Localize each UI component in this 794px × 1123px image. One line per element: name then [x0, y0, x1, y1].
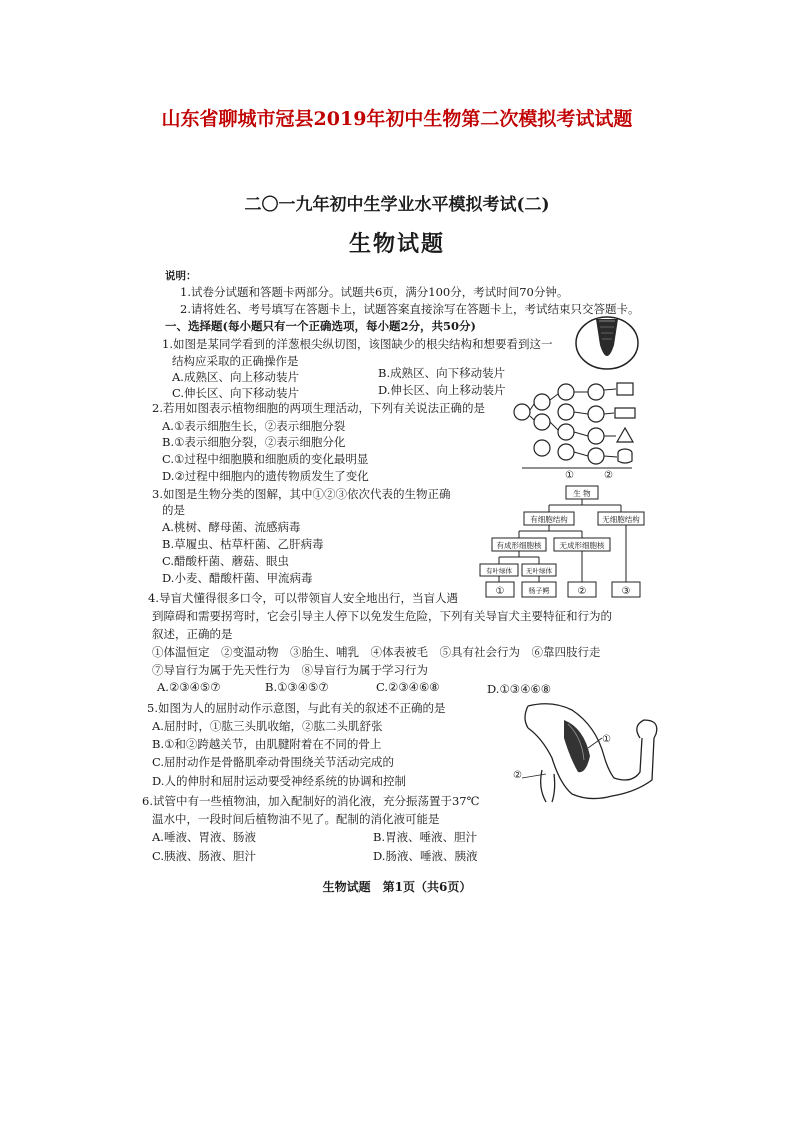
q4-statements-1: ①体温恒定 ②变温动物 ③胎生、哺乳 ④体表被毛 ⑤具有社会行为 ⑥靠四肢行走	[152, 645, 601, 659]
tree-label-cellular: 有细胞结构	[530, 515, 568, 524]
note-1: 1.试卷分试题和答题卡两部分。试题共6页，满分100分，考试时间70分钟。	[180, 285, 569, 299]
classification-tree	[478, 484, 646, 602]
q6-stem-2: 温水中，一段时间后植物油不见了。配制的消化液可能是	[152, 812, 440, 826]
subject-title: 生物试题	[348, 231, 445, 257]
q6-option-c: C.胰液、肠液、胆汁	[152, 849, 257, 863]
q2-option-b: B.①表示细胞分裂，②表示细胞分化	[162, 435, 346, 449]
tree-label-nucleus: 有成形细胞核	[496, 541, 542, 550]
exam-title: 二〇一九年初中生学业水平模拟考试(二)	[244, 195, 550, 215]
q6-stem-1: 6.试管中有一些植物油，加入配制好的消化液，充分振荡置于37℃	[142, 794, 480, 808]
q5-option-a: A.屈肘时，①肱三头肌收缩，②肱二头肌舒张	[152, 719, 383, 733]
q2-option-c: C.①过程中细胞膜和细胞质的变化最明显	[162, 452, 369, 466]
q1-option-a: A.成熟区、向上移动装片	[172, 370, 299, 384]
note-2: 2.请将姓名、考号填写在答题卡上，试题答案直接涂写在答题卡上，考试结束只交答题卡。	[180, 302, 640, 316]
tree-label-2: ②	[577, 586, 587, 597]
q3-option-b: B.草履虫、枯草杆菌、乙肝病毒	[162, 537, 324, 551]
q6-option-b: B.胃液、唾液、胆汁	[373, 830, 478, 844]
q4-option-d: D.①③④⑥⑧	[487, 682, 552, 696]
elbow-flexion-figure	[512, 698, 662, 806]
q4-option-b: B.①③④⑤⑦	[265, 680, 329, 694]
tree-label-no-chloro: 无叶绿体	[526, 567, 552, 575]
section-heading: 一、选择题(每小题只有一个正确选项，每小题2分，共50分)	[165, 319, 476, 333]
q4-option-a: A.②③④⑤⑦	[157, 680, 221, 694]
tree-label-acellular: 无细胞结构	[602, 515, 640, 524]
q6-option-d: D.肠液、唾液、胰液	[373, 849, 478, 863]
tree-label-chloro: 有叶绿体	[486, 567, 512, 575]
tree-label-no-nucleus: 无成形细胞核	[559, 541, 605, 550]
q4-statements-2: ⑦导盲行为属于先天性行为 ⑧导盲行为属于学习行为	[152, 663, 428, 677]
q5-figure-label-2: ②	[513, 770, 522, 781]
tree-label-3: ③	[621, 586, 631, 597]
q1-option-b: B.成熟区、向下移动装片	[378, 366, 506, 380]
q2-stem: 2.若用如图表示植物细胞的两项生理活动，下列有关说法正确的是	[152, 401, 485, 415]
q4-stem-3: 叙述，正确的是	[152, 627, 233, 641]
notes-label: 说明：	[165, 270, 197, 282]
q3-stem-1: 3.如图是生物分类的图解，其中①②③依次代表的生物正确	[152, 487, 451, 501]
q5-option-c: C.屈肘动作是骨骼肌牵动骨围绕关节活动完成的	[152, 755, 395, 769]
q5-option-d: D.人的伸肘和屈肘运动要受神经系统的协调和控制	[152, 774, 406, 788]
q2-figure-label-1: ①	[565, 470, 574, 481]
q3-option-d: D.小麦、醋酸杆菌、甲流病毒	[162, 571, 313, 585]
q1-option-c: C.伸长区、向下移动装片	[172, 386, 300, 400]
tree-label-fungi: 杨子鳄	[528, 587, 550, 595]
q6-option-a: A.唾液、胃液、肠液	[152, 830, 256, 844]
q1-stem-2: 结构应采取的正确操作是	[172, 354, 299, 368]
document-title: 山东省聊城市冠县2019年初中生物第二次模拟考试试题	[161, 108, 633, 130]
q5-stem: 5.如图为人的屈肘动作示意图，与此有关的叙述不正确的是	[147, 701, 446, 715]
q5-option-b: B.①和②跨越关节，由肌腱附着在不同的骨上	[152, 737, 382, 751]
q3-stem-2: 的是	[162, 503, 185, 517]
root-tip-figure	[574, 315, 640, 371]
page-footer: 生物试题 第1页（共6页）	[322, 880, 472, 894]
q4-stem-2: 到障碍和需要拐弯时，它会引导主人停下以免发生危险，下列有关导盲犬主要特征和行为的	[152, 609, 612, 623]
q2-figure-label-2: ②	[604, 470, 613, 481]
q2-option-a: A.①表示细胞生长，②表示细胞分裂	[162, 419, 346, 433]
q3-option-a: A.桃树、酵母菌、流感病毒	[162, 520, 301, 534]
q3-option-c: C.醋酸杆菌、蘑菇、眼虫	[162, 554, 290, 568]
cell-process-figure	[512, 378, 642, 478]
tree-label-root: 生 物	[573, 489, 591, 498]
q5-figure-label-1: ①	[602, 734, 611, 745]
q4-option-c: C.②③④⑥⑧	[376, 680, 440, 694]
q2-option-d: D.②过程中细胞内的遗传物质发生了变化	[162, 469, 369, 483]
q1-stem-1: 1.如图是某同学看到的洋葱根尖纵切图，该图缺少的根尖结构和想要看到这一	[162, 337, 553, 351]
q1-option-d: D.伸长区、向上移动装片	[378, 383, 506, 397]
q4-stem-1: 4.导盲犬懂得很多口令，可以带领盲人安全地出行，当盲人遇	[148, 591, 458, 605]
tree-label-1: ①	[495, 586, 505, 597]
